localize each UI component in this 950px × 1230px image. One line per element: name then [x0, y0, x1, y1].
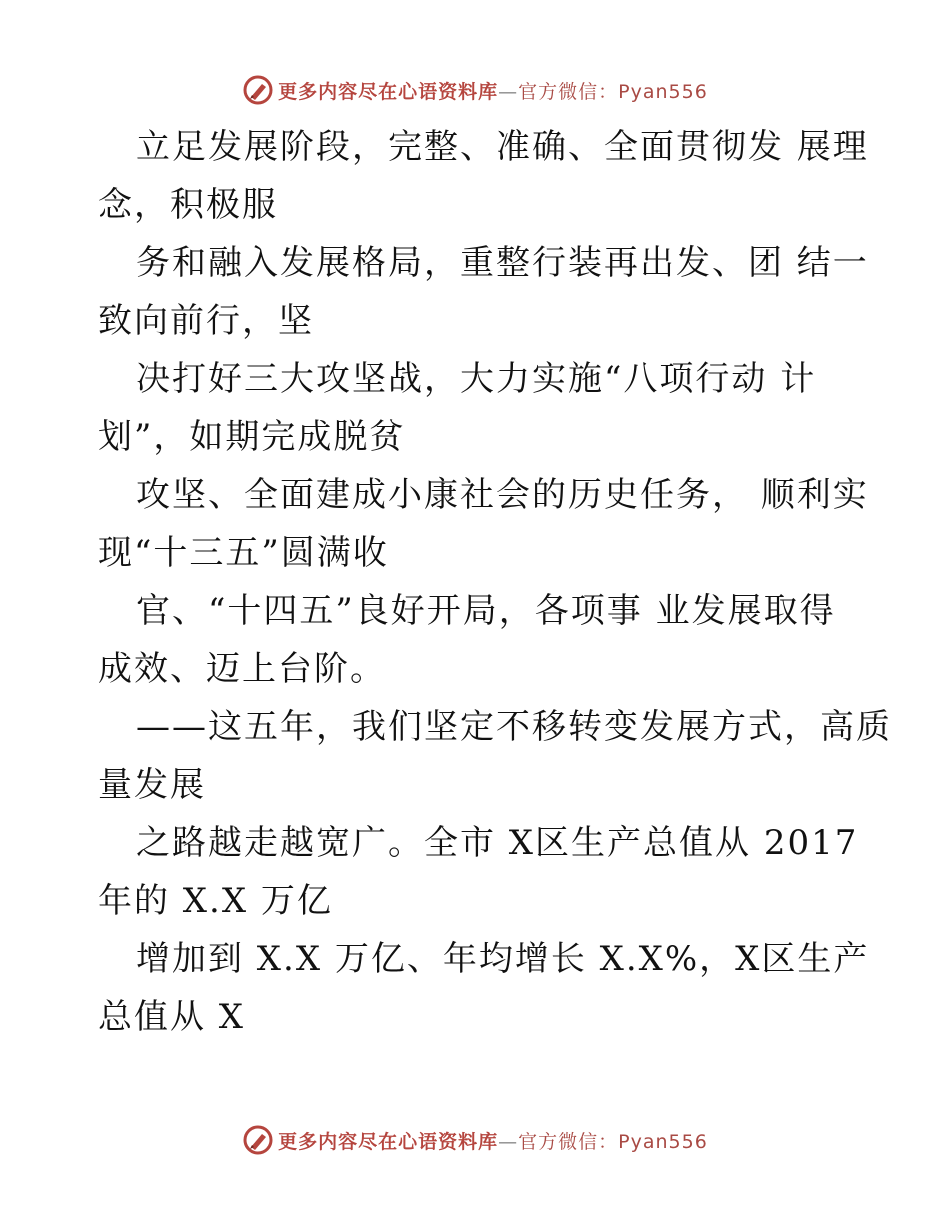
- paragraph-line-1: 立足发展阶段，完整、准确、全面贯彻发 展理: [136, 127, 869, 167]
- paragraph: [98, 814, 858, 930]
- paragraph-line-2: 成效、迈上台阶。: [98, 649, 386, 689]
- footer-banner-inner: [242, 1124, 708, 1156]
- footer-banner-wechat: 官方微信：Pyan556: [518, 1130, 708, 1153]
- header-banner-wechat: 官方微信：Pyan556: [518, 80, 708, 103]
- paragraph-line-2: 现“十三五”圆满收: [98, 533, 389, 573]
- footer-banner-separator: —: [498, 1130, 519, 1153]
- pen-logo-icon: [242, 74, 274, 106]
- header-banner: [0, 70, 950, 110]
- paragraph-line-2: 念，积极服: [98, 185, 278, 225]
- footer-banner-text: [278, 1127, 708, 1154]
- paragraph-line-2: 年的 X.X 万亿: [98, 881, 333, 921]
- paragraph-line-1: 官、“十四五”良好开局，各项事 业发展取得: [136, 591, 836, 631]
- paragraph: [98, 466, 869, 582]
- paragraph-line-1: 决打好三大攻坚战，大力实施“八项行动 计: [136, 359, 817, 399]
- paragraph-line-1: 增加到 X.X 万亿、年均增长 X.X%，X区生产: [136, 939, 870, 979]
- paragraph-line-1: 之路越走越宽广。全市 X区生产总值从 2017: [136, 823, 859, 863]
- paragraph: [98, 234, 869, 350]
- header-banner-title: 更多内容尽在心语资料库: [278, 80, 499, 103]
- paragraph-line-1: 务和融入发展格局，重整行装再出发、团 结一: [136, 243, 869, 283]
- paragraph: [98, 698, 892, 814]
- paragraph-line-2: 量发展: [98, 765, 206, 805]
- footer-banner-title: 更多内容尽在心语资料库: [278, 1130, 499, 1153]
- paragraph-line-2: 总值从 X: [98, 997, 246, 1037]
- paragraph: [98, 118, 869, 234]
- header-banner-text: [278, 77, 708, 104]
- paragraph: [98, 930, 870, 1046]
- document-body: [98, 118, 892, 1046]
- pen-logo-icon: [242, 1124, 274, 1156]
- paragraph: [98, 582, 858, 698]
- paragraph-line-2: 致向前行，坚: [98, 301, 314, 341]
- paragraph-line-1: ——这五年，我们坚定不移转变发展方式，高质: [136, 707, 892, 747]
- paragraph: [98, 350, 858, 466]
- paragraph-line-2: 划”，如期完成脱贫: [98, 417, 406, 457]
- paragraph-line-1: 攻坚、全面建成小康社会的历史任务， 顺利实: [136, 475, 869, 515]
- footer-banner: [0, 1120, 950, 1160]
- header-banner-inner: [242, 74, 708, 106]
- header-banner-separator: —: [498, 80, 519, 103]
